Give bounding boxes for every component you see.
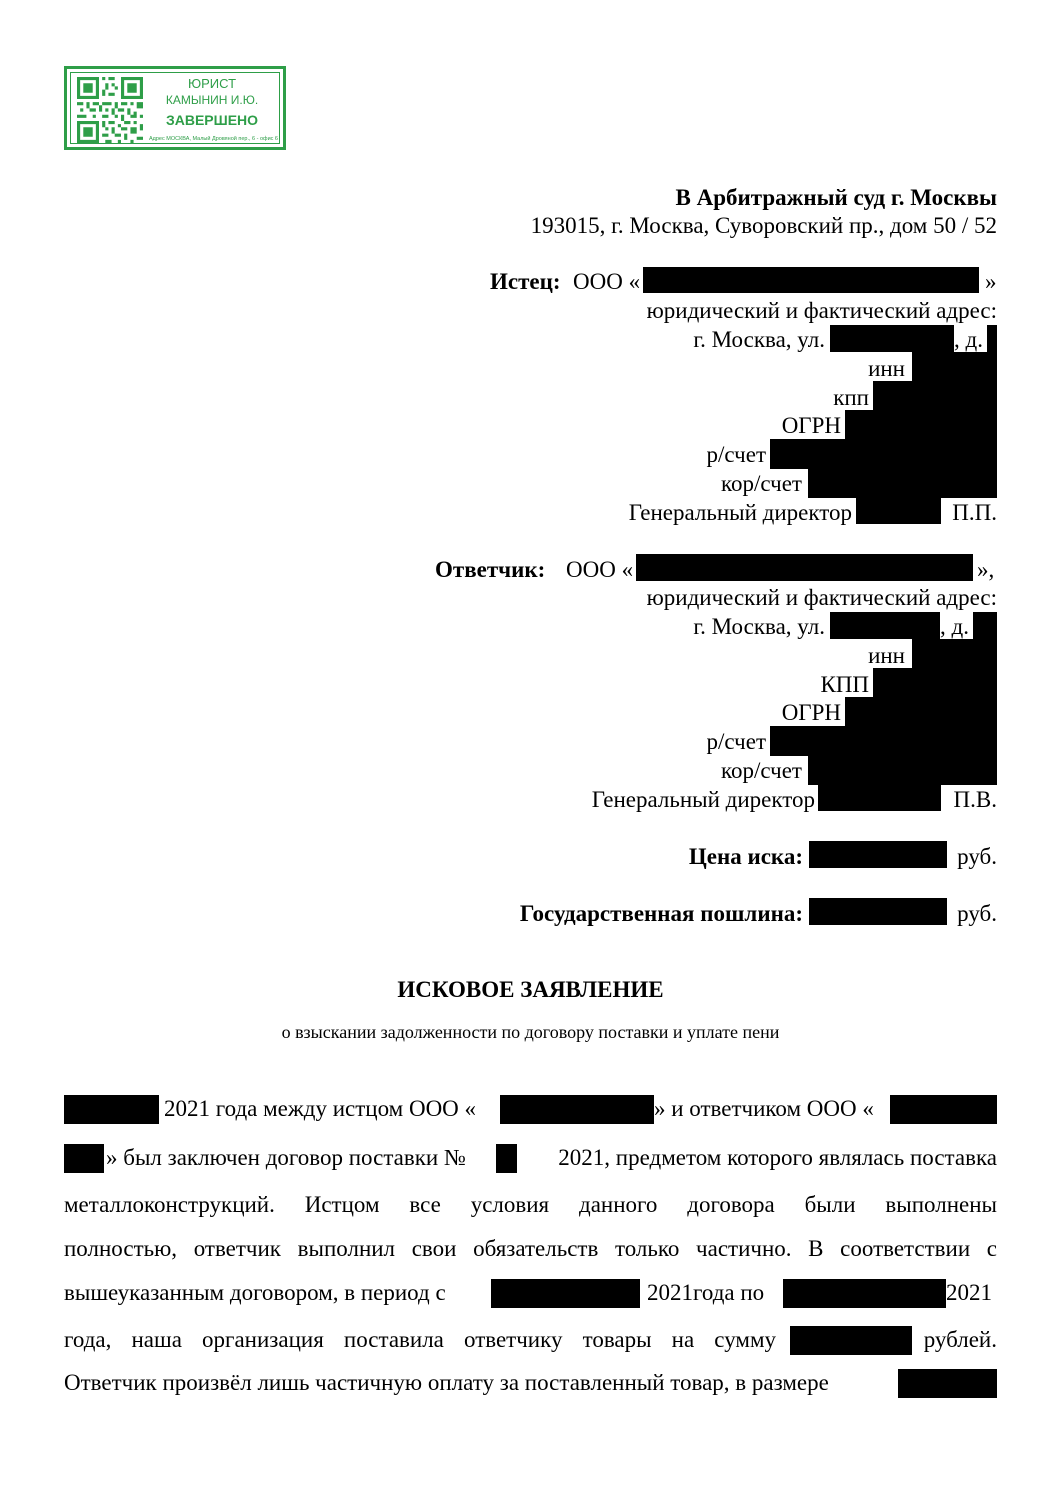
redacted-state-duty xyxy=(809,898,947,925)
defendant-label: Ответчик: xyxy=(435,557,546,582)
stamp-status: ЗАВЕРШЕНО xyxy=(165,112,259,128)
redacted-plaintiff-street xyxy=(830,325,954,352)
document-title: ИСКОВОЕ ЗАЯВЛЕНИЕ xyxy=(397,977,664,1002)
plaintiff-inn-label: инн xyxy=(868,356,905,381)
defendant-org-suffix: », xyxy=(977,557,995,582)
body-text: » и ответчиком ООО « xyxy=(654,1096,874,1121)
stamp-name: КАМЫНИН И.Ю. xyxy=(165,93,259,107)
defendant-director-label: Генеральный директор xyxy=(591,787,815,812)
body-text: 2021 xyxy=(946,1280,992,1305)
body-line-5 xyxy=(64,1278,997,1308)
redacted-plaintiff-director xyxy=(856,498,941,524)
body-line-6 xyxy=(64,1325,997,1355)
plaintiff-city: г. Москва, ул. xyxy=(693,327,825,352)
redacted-plaintiff-name xyxy=(643,267,979,293)
redacted-defendant-director xyxy=(818,785,941,811)
plaintiff-director-initials: П.П. xyxy=(952,500,997,525)
body-line-1 xyxy=(64,1094,997,1124)
defendant-org-prefix: ООО « xyxy=(566,557,634,582)
redacted-plaintiff-name-body xyxy=(500,1095,654,1124)
body-text: 2021 года между истцом ООО « xyxy=(164,1096,477,1121)
body-text: вышеуказанным договором, в период с xyxy=(64,1280,446,1305)
body-line-7 xyxy=(64,1368,997,1398)
defendant-inn-label: инн xyxy=(868,643,905,668)
plaintiff-org-suffix: » xyxy=(985,269,997,294)
plaintiff-org-prefix: ООО « xyxy=(573,269,641,294)
body-line-2 xyxy=(64,1143,997,1173)
stamp-address: Адрес МОСКВА, Малый Дровяной пер., 6 - офис 6 xyxy=(149,136,278,142)
completion-stamp xyxy=(64,66,286,150)
plaintiff-house: , д. xyxy=(954,327,983,352)
redacted-defendant-inn xyxy=(912,639,997,669)
plaintiff-account-label: р/счет xyxy=(706,442,766,467)
redacted-plaintiff-kpp xyxy=(873,381,997,411)
body-text: рублей. xyxy=(923,1327,997,1352)
redacted-period-end xyxy=(783,1279,946,1308)
body-text: года, наша организация поставила ответчику товары на сумму xyxy=(64,1327,776,1352)
plaintiff-kpp-label: кпп xyxy=(833,385,869,410)
court-address: 193015, г. Москва, Суворовский пр., дом 50 / 52 xyxy=(530,213,997,238)
redacted-contract-number xyxy=(496,1144,517,1173)
stamp-inner-border xyxy=(70,72,280,144)
redacted-defendant-name-continued xyxy=(64,1144,104,1173)
redacted-plaintiff-inn xyxy=(912,352,997,382)
redacted-goods-amount xyxy=(790,1326,912,1355)
redacted-partial-payment xyxy=(898,1369,997,1398)
plaintiff-director-label: Генеральный директор xyxy=(628,500,852,525)
defendant-corr-account-label: кор/счет xyxy=(721,758,802,783)
redacted-plaintiff-account xyxy=(770,439,997,469)
body-text: » был заключен договор поставки № xyxy=(106,1145,466,1170)
redacted-defendant-name xyxy=(636,554,973,581)
defendant-kpp-label: КПП xyxy=(820,672,869,697)
redacted-defendant-corr-account xyxy=(808,755,997,785)
defendant-director-initials: П.В. xyxy=(953,787,997,812)
redacted-defendant-kpp xyxy=(873,668,997,698)
body-text: 2021года по xyxy=(647,1280,765,1305)
plaintiff-corr-account-label: кор/счет xyxy=(721,471,802,496)
plaintiff-label: Истец: xyxy=(490,269,561,294)
stamp-title: ЮРИСТ xyxy=(187,76,237,91)
state-duty-unit: руб. xyxy=(957,901,997,926)
defendant-account-label: р/счет xyxy=(706,729,766,754)
redacted-plaintiff-house xyxy=(987,325,997,352)
document-subtitle: о взыскании задолженности по договору поставки и уплате пени xyxy=(281,1022,780,1042)
redacted-defendant-name-body xyxy=(890,1095,997,1124)
redacted-period-start xyxy=(491,1279,640,1308)
qr-code-icon xyxy=(77,77,143,143)
body-text: Ответчик произвёл лишь частичную оплату за поставленный товар, в размере xyxy=(64,1370,829,1395)
state-duty-label: Государственная пошлина: xyxy=(519,901,803,926)
claim-price-label: Цена иска: xyxy=(688,844,803,869)
body-line-4: полностью, ответчик выполнил свои обязательств только частично. В соответствии с xyxy=(64,1236,997,1261)
claim-price-unit: руб. xyxy=(957,844,997,869)
plaintiff-address-label: юридический и фактический адрес: xyxy=(646,298,997,323)
redacted-plaintiff-corr-account xyxy=(808,468,997,498)
plaintiff-ogrn-label: ОГРН xyxy=(781,413,841,438)
redacted-plaintiff-ogrn xyxy=(845,410,997,440)
body-text: 2021, предметом которого являлась поставка xyxy=(558,1145,997,1170)
redacted-defendant-house xyxy=(973,612,997,639)
redacted-defendant-street xyxy=(830,612,940,639)
defendant-city: г. Москва, ул. xyxy=(693,614,825,639)
defendant-address-label: юридический и фактический адрес: xyxy=(646,585,997,610)
defendant-ogrn-label: ОГРН xyxy=(781,700,841,725)
redacted-defendant-account xyxy=(770,726,997,756)
redacted-contract-date xyxy=(64,1095,159,1124)
redacted-defendant-ogrn xyxy=(845,697,997,727)
court-title: В Арбитражный суд г. Москвы xyxy=(675,185,997,210)
redacted-claim-price xyxy=(809,841,947,868)
body-line-3: металлоконструкций. Истцом все условия данного договора были выполнены xyxy=(64,1192,997,1217)
defendant-house: , д. xyxy=(940,614,969,639)
